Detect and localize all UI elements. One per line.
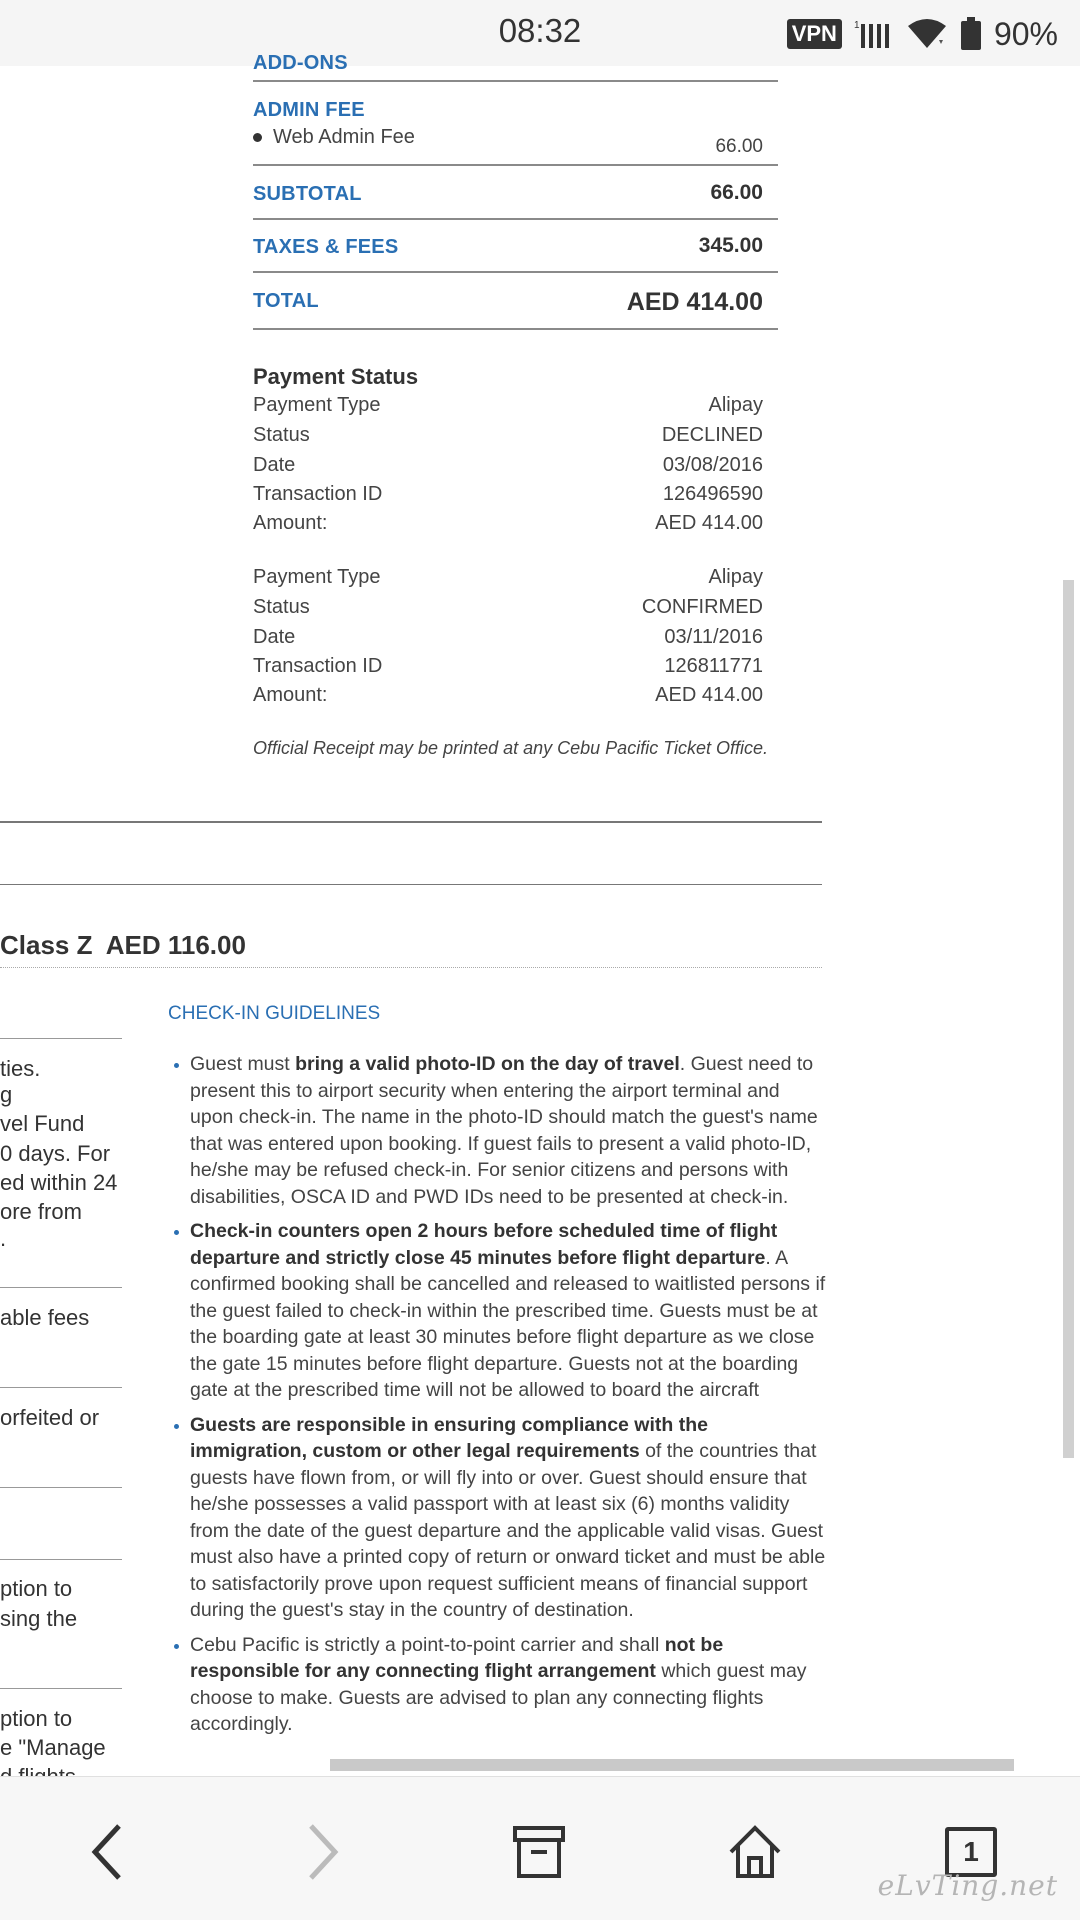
left-fragment: vel Fund <box>0 1111 85 1136</box>
payment-row <box>253 512 763 535</box>
payment-status-heading: Payment Status <box>253 364 419 389</box>
back-arrow-icon <box>87 1822 127 1882</box>
watermark: eLvTing.net <box>877 1869 1058 1902</box>
payment-amount-value: AED 414.00 <box>655 512 763 534</box>
checkin-guidelines-heading: CHECK-IN GUIDELINES <box>168 1003 381 1024</box>
taxes-label: TAXES & FEES <box>253 236 399 258</box>
payment-row <box>253 424 763 447</box>
divider <box>253 218 778 220</box>
receipt-note: Official Receipt may be printed at any Cebu Pacific Ticket Office. <box>253 738 769 758</box>
admin-item-value: 66.00 <box>715 136 763 157</box>
left-divider <box>0 1287 122 1288</box>
left-fragment: ed within 24 <box>0 1170 118 1195</box>
left-divider <box>0 1559 122 1560</box>
section-divider <box>0 821 822 823</box>
bullet-text: which guest may choose to make. Guests are advised to plan any connecting flights accordingly. <box>190 1660 807 1735</box>
payment-row <box>253 655 763 678</box>
left-divider <box>0 1487 122 1488</box>
bullet-text: Cebu Pacific is strictly a point-to-point carrier and shall <box>190 1633 665 1656</box>
forward-button[interactable] <box>278 1807 368 1897</box>
forward-arrow-icon <box>303 1822 343 1882</box>
left-divider <box>0 1688 122 1689</box>
total-label: TOTAL <box>253 290 319 312</box>
divider <box>253 271 778 273</box>
bullet-text: . Guest need to present this to airport security when entering the airport terminal and upon check-in. The name in the photo-ID should match the guest's name that was entered upon booking. If guest fails to present a valid photo-ID, he/she may be refused check-in. For senior citizens and persons with disabilities, OSCA ID and PWD IDs need to be presented at check-in. <box>190 1053 818 1208</box>
left-fragment: . <box>0 1226 7 1251</box>
home-button[interactable] <box>710 1807 800 1897</box>
taxes-value: 345.00 <box>698 234 763 257</box>
payment-date-value: 03/11/2016 <box>664 626 763 648</box>
web-content[interactable] <box>0 52 1080 1776</box>
list-item <box>168 1632 826 1738</box>
payment-row <box>253 566 763 589</box>
total-value: AED 414.00 <box>626 288 763 316</box>
subtotal-value: 66.00 <box>710 181 763 204</box>
payment-status-value: DECLINED <box>661 424 763 446</box>
row-label: Transaction ID <box>253 655 383 677</box>
status-bar <box>0 0 1080 66</box>
left-fragment: orfeited or <box>0 1405 100 1430</box>
left-fragment: sing the <box>0 1606 78 1631</box>
payment-row <box>253 596 763 619</box>
payment-row <box>253 394 763 417</box>
archive-icon <box>511 1824 567 1880</box>
payment-type-value: Alipay <box>708 566 763 588</box>
bullet-text: of the countries that guests have flown from, or will fly into or over. Guest should ensure that he/she possesses a valid passport with at least six (6) months validity from the date of the guest departure and the applicable valid visas. Guest must also have a printed copy of return or onward ticket and must be able to satisfactorily prove upon request sufficient means of financial support during the guest's stay in the country of destination. <box>190 1440 826 1621</box>
transaction-id-value: 126811771 <box>664 655 763 677</box>
row-label: Status <box>253 596 310 618</box>
dotted-divider <box>0 967 822 968</box>
vertical-scrollbar[interactable] <box>1063 580 1074 1458</box>
wifi-icon <box>906 18 948 50</box>
admin-item-label: Web Admin Fee <box>273 126 415 148</box>
left-fragment: ore from <box>0 1199 82 1224</box>
payment-row <box>253 454 763 477</box>
signal-icon <box>854 18 894 50</box>
left-fragment: 0 days. For <box>0 1141 111 1166</box>
left-fragment: ption to <box>0 1576 73 1601</box>
svg-text:1: 1 <box>853 20 860 31</box>
payment-row <box>253 483 763 506</box>
fare-price: AED 116.00 <box>105 930 246 960</box>
payment-date-value: 03/08/2016 <box>662 454 763 476</box>
row-label: Payment Type <box>253 394 381 416</box>
transaction-id-value: 126496590 <box>662 483 763 505</box>
left-fragment: ption to <box>0 1706 73 1731</box>
battery-icon <box>960 17 982 51</box>
bullet-text: Guest must <box>190 1053 296 1075</box>
divider <box>253 328 778 330</box>
back-button[interactable] <box>62 1807 152 1897</box>
left-fragment: e "Manage <box>0 1735 106 1760</box>
list-item <box>168 1051 826 1210</box>
bullet-text: . A confirmed booking shall be cancelled and released to waitlisted persons if the guest failed to check-in within the prescribed time. Guests must be at the boarding gate at least 30 minutes before flight departure as we close the gate 15 minutes before flight departure. Guests not at the boarding gate at the prescribed time will not be allowed to board the aircraft <box>190 1246 826 1401</box>
horizontal-scrollbar[interactable] <box>330 1759 1014 1771</box>
fare-class-line <box>0 930 246 961</box>
home-icon <box>727 1824 783 1880</box>
payment-row <box>253 684 763 707</box>
left-fragment: g <box>0 1082 13 1107</box>
clock: 08:32 <box>498 12 582 49</box>
list-item <box>168 1218 826 1404</box>
battery-percent: 90% <box>993 15 1058 52</box>
row-label: Amount: <box>253 684 328 706</box>
row-label: Payment Type <box>253 566 381 588</box>
row-label: Status <box>253 424 310 446</box>
bullet-emphasis: bring a valid photo-ID on the day of travel <box>295 1053 680 1075</box>
subtotal-label: SUBTOTAL <box>253 183 362 205</box>
divider <box>253 164 778 166</box>
archive-button[interactable] <box>494 1807 584 1897</box>
row-label: Amount: <box>253 512 328 534</box>
bullet-icon <box>253 133 262 142</box>
section-divider <box>0 884 822 885</box>
row-label: Date <box>253 454 296 476</box>
vpn-badge: VPN <box>787 19 842 49</box>
checkin-guidelines-list <box>168 1051 826 1746</box>
row-label: Date <box>253 626 296 648</box>
row-label: Transaction ID <box>253 483 383 505</box>
payment-type-value: Alipay <box>708 394 763 416</box>
bullet-emphasis: Guests are responsible in ensuring compliance with the immigration, custom or other legal requirements <box>190 1413 708 1462</box>
fare-class-label: Class Z <box>0 930 93 960</box>
left-fragment: able fees <box>0 1305 90 1330</box>
status-icons <box>787 14 1058 54</box>
left-divider <box>0 1387 122 1388</box>
divider <box>253 80 778 82</box>
bullet-emphasis: not be responsible for any connecting flight arrangement <box>190 1633 724 1682</box>
list-item <box>168 1412 826 1624</box>
admin-fee-heading: ADMIN FEE <box>253 99 365 121</box>
left-fragment: ties. <box>0 1056 41 1081</box>
tab-count: 1 <box>945 1827 997 1877</box>
left-divider <box>0 1038 122 1039</box>
payment-amount-value: AED 414.00 <box>655 684 763 706</box>
payment-status-value: CONFIRMED <box>641 596 763 618</box>
payment-row <box>253 626 763 649</box>
admin-fee-item <box>253 126 763 157</box>
addons-heading: ADD-ONS <box>253 52 348 74</box>
browser-bottom-bar <box>0 1776 1080 1920</box>
bullet-emphasis: Check-in counters open 2 hours before scheduled time of flight departure and strictly close 45 minutes before flight departure <box>190 1220 778 1269</box>
